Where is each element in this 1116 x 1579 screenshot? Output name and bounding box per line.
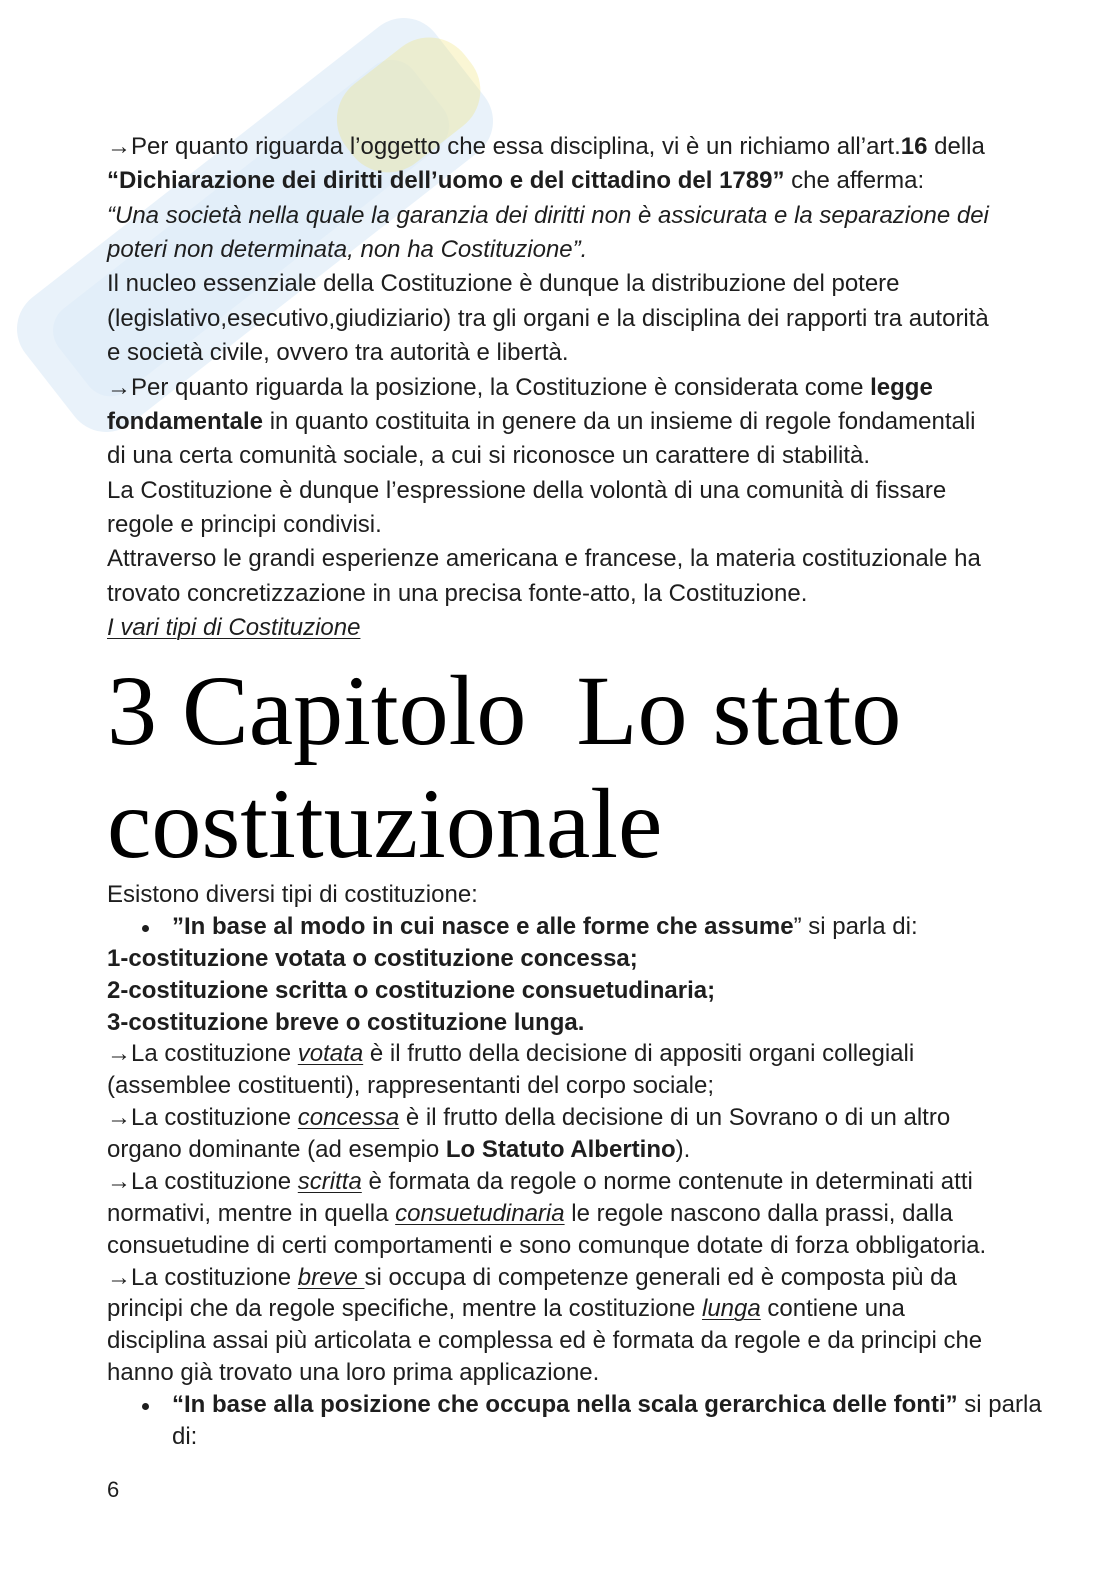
- declaration-title: “Dichiarazione dei diritti dell’uomo e del cittadino del 1789”: [107, 167, 785, 195]
- plain-text: ).: [675, 1136, 691, 1163]
- text-line: [107, 542, 1067, 576]
- quote-line: [107, 233, 1067, 267]
- plain-text: (legislativo,esecutivo,giudiziario) tra gli organi e la disciplina dei rapporti tra autorità: [107, 304, 989, 332]
- underlined-term: lunga: [701, 1295, 761, 1323]
- plain-text: della: [927, 133, 985, 160]
- text-line: [107, 577, 1067, 611]
- text-line: [107, 267, 1067, 301]
- plain-text: normativi, mentre in quella: [107, 1199, 396, 1227]
- text-line: [107, 1134, 1067, 1166]
- article-number: 16: [900, 133, 928, 160]
- text-line: [107, 1293, 1067, 1325]
- text-line: [107, 1070, 1067, 1102]
- chapter-title: 3 Capitolo Lo stato costituzionale: [107, 655, 927, 879]
- text-line: [107, 508, 1067, 542]
- plain-text: La Costituzione è dunque l’espressione della volontà di una comunità di fissare: [107, 476, 947, 504]
- plain-text: e società civile, ovvero tra autorità e libertà.: [107, 339, 569, 367]
- text-line: [107, 302, 1067, 336]
- plain-text: di una certa comunità sociale, a cui si riconosce un carattere di stabilità.: [107, 442, 871, 470]
- subheading-text: I vari tipi di Costituzione: [107, 614, 361, 642]
- bullet-icon: [142, 925, 149, 932]
- bullet-item: [107, 1389, 1067, 1421]
- text-line: [107, 405, 1067, 439]
- plain-text: Esistono diversi tipi di costituzione:: [107, 881, 478, 908]
- list-item: [107, 1007, 1067, 1039]
- plain-text: di:: [172, 1422, 198, 1450]
- plain-text: è il frutto della decisione di un Sovrano o di un altro: [399, 1104, 951, 1132]
- plain-text: →La costituzione: [107, 1104, 298, 1132]
- plain-text: →La costituzione: [107, 1167, 298, 1195]
- bold-term: legge: [870, 373, 933, 401]
- constitution-types-section: [107, 879, 1067, 1453]
- bold-list-text: 1-costituzione votata o costituzione concessa;: [107, 944, 638, 972]
- list-item: [107, 943, 1067, 975]
- plain-text: →Per quanto riguarda l’oggetto che essa disciplina, vi è un richiamo all’art.: [107, 133, 901, 160]
- text-line: [107, 164, 1067, 198]
- text-line: [107, 371, 1067, 405]
- bullet-item: [107, 911, 1067, 943]
- plain-text: si occupa di competenze generali ed è composta più da: [364, 1263, 957, 1291]
- text-line: [107, 1166, 1067, 1198]
- underlined-term: concessa: [297, 1104, 400, 1132]
- bullet-icon: [142, 1403, 149, 1410]
- bullet-continuation: [107, 1421, 1067, 1453]
- text-line: [107, 336, 1067, 370]
- bold-list-text: 3-costituzione breve o costituzione lunga.: [107, 1008, 585, 1036]
- plain-text: si parla: [957, 1391, 1042, 1418]
- plain-text: (assemblee costituenti), rappresentanti del corpo sociale;: [107, 1072, 714, 1100]
- plain-text: Il nucleo essenziale della Costituzione è dunque la distribuzione del potere: [107, 270, 900, 298]
- underlined-term: consuetudinaria: [395, 1199, 565, 1227]
- text-line: [107, 474, 1067, 508]
- italic-quote: poteri non determinata, non ha Costituzione”.: [107, 236, 588, 264]
- text-line: [107, 1357, 1067, 1389]
- underlined-term: breve: [297, 1263, 365, 1291]
- plain-text: ” si parla di:: [793, 912, 918, 940]
- plain-text: disciplina assai più articolata e complessa ed è formata da regole e da principi che: [107, 1327, 983, 1355]
- page-number: 6: [107, 1477, 120, 1502]
- text-line: [107, 1262, 1067, 1294]
- list-item: [107, 975, 1067, 1007]
- bold-term: fondamentale: [107, 407, 264, 435]
- bold-term: Lo Statuto Albertino: [445, 1136, 676, 1163]
- plain-text: in quanto costituita in genere da un insieme di regole fondamentali: [263, 407, 976, 435]
- text-line: [107, 1038, 1067, 1070]
- subheading: [107, 611, 1067, 645]
- text-line: [107, 879, 1067, 911]
- underlined-term: votata: [297, 1040, 364, 1068]
- bold-criterion: ”In base al modo in cui nasce e alle forme che assume: [172, 912, 794, 940]
- plain-text: →La costituzione: [107, 1263, 298, 1291]
- plain-text: contiene una: [760, 1295, 905, 1323]
- text-line: [107, 130, 1067, 164]
- plain-text: è il frutto della decisione di appositi organi collegiali: [363, 1040, 915, 1068]
- plain-text: che afferma:: [784, 167, 925, 195]
- italic-quote: “Una società nella quale la garanzia dei diritti non è assicurata e la separazione dei: [107, 201, 989, 229]
- plain-text: regole e principi condivisi.: [107, 510, 382, 538]
- plain-text: trovato concretizzazione in una precisa fonte-atto, la Costituzione.: [107, 579, 808, 607]
- bold-criterion: “In base alla posizione che occupa nella scala gerarchica delle fonti”: [172, 1391, 958, 1418]
- plain-text: principi che da regole specifiche, mentre la costituzione: [107, 1295, 702, 1323]
- plain-text: →Per quanto riguarda la posizione, la Costituzione è considerata come: [107, 373, 871, 401]
- plain-text: è formata da regole o norme contenute in determinati atti: [361, 1167, 973, 1195]
- intro-section: [107, 130, 1067, 645]
- bold-list-text: 2-costituzione scritta o costituzione consuetudinaria;: [107, 976, 716, 1004]
- plain-text: consuetudine di certi comportamenti e sono comunque dotate di forza obbligatoria.: [107, 1231, 987, 1259]
- text-line: [107, 1198, 1067, 1230]
- plain-text: hanno già trovato una loro prima applicazione.: [107, 1359, 600, 1387]
- plain-text: Attraverso le grandi esperienze americana e francese, la materia costituzionale ha: [107, 545, 981, 573]
- underlined-term: scritta: [297, 1167, 362, 1195]
- quote-line: [107, 199, 1067, 233]
- text-line: [107, 1102, 1067, 1134]
- plain-text: organo dominante (ad esempio: [107, 1136, 446, 1163]
- text-line: [107, 1230, 1067, 1262]
- text-line: [107, 439, 1067, 473]
- plain-text: le regole nascono dalla prassi, dalla: [564, 1199, 953, 1227]
- plain-text: →La costituzione: [107, 1040, 298, 1068]
- text-line: [107, 1325, 1067, 1357]
